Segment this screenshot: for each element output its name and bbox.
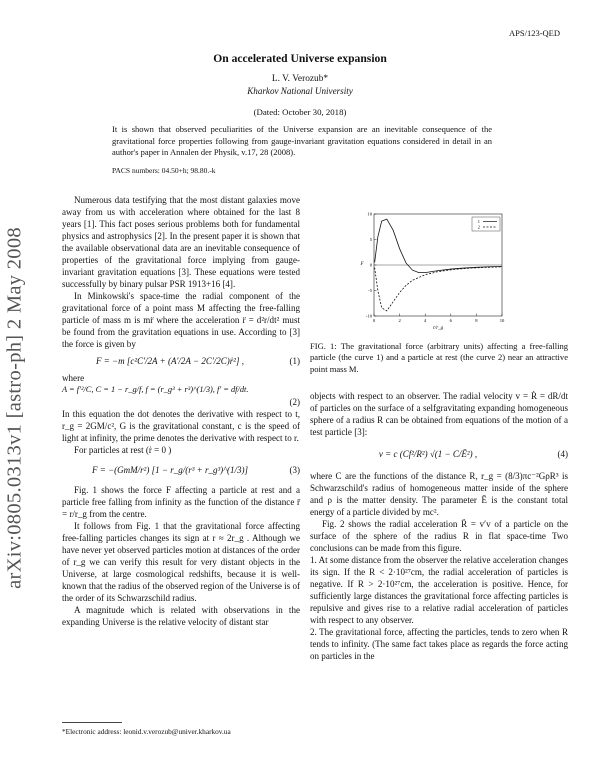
footnote: *Electronic address: leonid.v.verozub@univer.kharkov.ua [62,727,231,736]
paragraph: where [62,373,85,383]
equation-3 [62,456,300,484]
y-axis-label: F [360,262,364,267]
paper-title: On accelerated Universe expansion [213,52,387,65]
definitions: A = f′²/C, C = 1 − r_g/f, f = (r_g³ + r³)^(1/3), f′ = df/dt. [62,385,249,394]
paragraph: objects with respect to an observer. The radial velocity v = Ṙ = dR/dt of particles on the surface of a selfgravitating expanding homogeneous sphere of a radius R can be obtained from equations of the motion of a test particle [3]: [310,391,568,437]
paragraph: A magnitude which is related with observations in the expanding Universe is the relative velocity of distant star [62,605,300,627]
equation-number: (2) [289,397,300,407]
left-column [62,194,300,628]
paragraph: Fig. 1 shows the force F affecting a particle at rest and a particle free falling from infinity as the function of the distance r̄ = r/r_g from the centre. [62,485,300,519]
date-line: (Dated: October 30, 2018) [253,107,347,117]
figure-caption: FIG. 1: The gravitational force (arbitrary units) affecting a free-falling particle (the curve 1) and a particle at rest (the curve 2) near an attractive point mass M. [310,341,568,374]
y-tick-label: -5 [368,288,372,294]
x-tick-label: 2 [398,318,401,323]
y-tick-label: -10 [365,313,372,319]
arxiv-stamp: arXiv:0805.0313v1 [astro-ph] 2 May 2008 [3,226,26,589]
equation-number: (4) [557,449,568,459]
affiliation: Kharkov National University [247,86,353,96]
y-tick-label: 5 [369,237,372,243]
x-tick-label: 6 [449,318,452,323]
paragraph: For particles at rest (ṙ = 0 ) [74,445,172,455]
paragraph: Fig. 2 shows the radial acceleration R̈ = v′v of a particle on the surface of the sphere of the radius R in flat space-time Two conclusions can be made from this figure. [310,519,568,553]
series-2-line [375,267,502,311]
equation-number: (1) [289,356,300,366]
x-tick-label: 10 [499,318,505,323]
y-tick-label: 0 [369,262,372,268]
report-code: APS/123-QED [508,28,560,38]
right-column [310,390,568,662]
equation-body: v = c (Cf²/R²) √(1 − C/Ē²) , [378,449,478,459]
figure-1-chart [312,206,568,334]
equation-body: F = −(GmM/r²) [1 − r_g/(r³ + r_g³)^(1/3)] [92,465,248,475]
x-tick-label: 4 [424,318,427,323]
author: L. V. Verozub* [271,74,329,84]
paragraph: 2. The gravitational force, affecting the particles, tends to zero when R tends to infinity. (The same fact takes place as regards the force acting on particles in the [310,627,568,661]
footnote-rule [62,722,122,723]
x-tick-label: 8 [475,318,478,323]
equation-4 [310,438,568,470]
pacs-numbers: PACS numbers: 04.50+h; 98.80.-k [112,166,216,175]
paragraph: Numerous data testifying that the most distant galaxies move away from us with acceleration where obtained for the last 8 years [1]. This fact poses serious problems both for fundamental physics and astrophysics [2]. In the present paper it is shown that the available observational data are an inevitable consequence of properties of the gravitational force implying from gauge-invariant gravitation equations [3]. These equations were tested successfully by binary pulsar PSR 1913+16 [4]. [62,195,300,289]
paragraph: In Minkowski's space-time the radial component of the gravitational force of a point mass M affecting the free-falling particle of mass m is mr̈ where the acceleration r̈ = d²r/dt² must be found from the gravitation equations in use. According to [3] the force is given by [62,291,300,349]
x-tick-label: 0 [372,318,376,323]
legend-label: 2 [477,224,480,230]
abstract: It is shown that observed peculiarities of the Universe expansion are an inevitable consequence of the gravitational force properties following from gauge-invariant gravitation equations considered in detail in an author's paper in Annalen der Physik, v.17, 28 (2008). [112,124,492,158]
x-axis-label: r/r_g [432,326,444,331]
paragraph: where C are the functions of the distance R, r_g = (8/3)πc⁻²GρR³ is Schwarzschild's radius of homogeneous matter inside of the sphere and ρ is the matter density. The parameter Ē is the constant total energy of a particle divided by mc². [310,471,568,517]
equation-1 [62,350,300,372]
equation-body: F = −m [c²C′/2A + (A′/2A − 2C′/2C)ṙ²] , [95,356,245,366]
equation-number: (3) [289,465,300,475]
y-tick-label: 10 [367,211,372,217]
legend-label: 1 [477,219,480,225]
paragraph: It follows from Fig. 1 that the gravitational force affecting free-falling particles changes its sign at r ≈ 2r_g . Although we have never yet observed particles motion at distances of the order of r_g we can verify this result for very distant objects in the Universe, at large cosmological redshifts, because it is well-known that the radius of the observed region of the Universe is of the order of its Schwarzschild radius. [62,521,300,603]
legend-box [472,217,500,231]
paragraph: In this equation the dot denotes the derivative with respect to t, r_g = 2GM/c², G is the gravitational constant, c is the speed of light at infinity, the prime denotes the derivative with respect to r. [62,409,300,443]
paragraph: 1. At some distance from the observer the relative acceleration changes its sign. If the R < 2·10²⁷cm, the radial acceleration of particles is negative. If R > 2·10²⁷cm, the acceleration is positive. Hence, for sufficiently large distances the gravitational force affecting particles is repulsive and gives rise to a relative radial acceleration of particles with respect to any observer. [310,555,568,625]
